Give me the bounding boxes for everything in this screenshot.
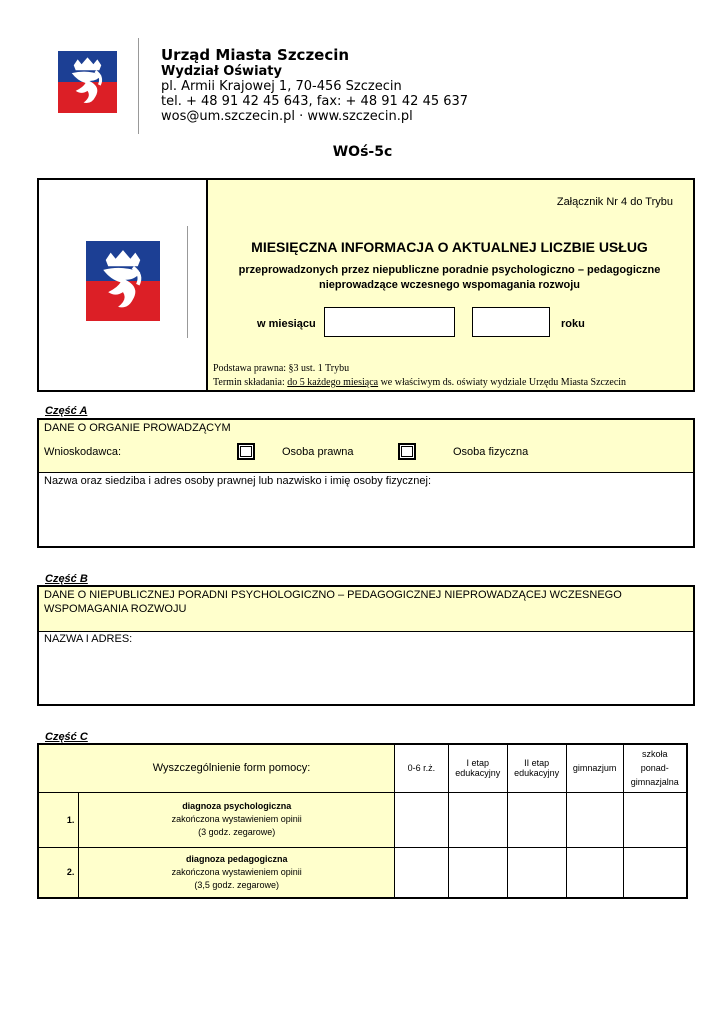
value-cell[interactable] xyxy=(395,847,449,898)
month-label: w miesiącu xyxy=(257,318,316,330)
services-table xyxy=(37,743,688,899)
year-label: roku xyxy=(561,318,585,330)
form-logo xyxy=(86,241,160,321)
deadline-suffix: we właściwym ds. oświaty wydziale Urzędu Miasta Szczecin xyxy=(378,377,627,388)
forms-header xyxy=(38,744,395,792)
value-cell[interactable] xyxy=(566,792,623,847)
organ-name-label: Nazwa oraz siedziba i adres osoby prawnej lub nazwisko i imię osoby fizycznej: xyxy=(44,475,432,487)
deadline-date: do 5 każdego miesiąca xyxy=(287,377,379,388)
legal-person-label: Osoba prawna xyxy=(282,446,354,458)
logo-divider xyxy=(187,226,188,338)
office-address: pl. Armii Krajowej 1, 70-456 Szczecin xyxy=(161,79,402,94)
part-b-heading-2: WSPOMAGANIA ROZWOJU xyxy=(44,603,187,615)
column-header: 0-6 r.ż. xyxy=(395,744,449,792)
table-row xyxy=(38,847,687,898)
part-a-box xyxy=(37,418,695,548)
part-b-box xyxy=(37,585,695,706)
row-description: diagnoza pedagogiczna zakończona wystawieniem opinii (3,5 godz. zegarowe) xyxy=(79,847,395,898)
value-cell[interactable] xyxy=(566,847,623,898)
legal-person-checkbox[interactable] xyxy=(237,443,255,460)
clinic-name-label: NAZWA I ADRES: xyxy=(44,633,133,645)
natural-person-checkbox[interactable] xyxy=(398,443,416,460)
office-contact: wos@um.szczecin.pl · www.szczecin.pl xyxy=(161,109,413,124)
column-header: I etap edukacyjny xyxy=(448,744,507,792)
part-a-label: Część A xyxy=(45,405,88,417)
forms-header-label: Wyszczególnienie form pomocy: xyxy=(152,762,311,775)
part-a-heading: DANE O ORGANIE PROWADZĄCYM xyxy=(44,422,231,434)
department-name: Wydział Oświaty xyxy=(161,64,282,79)
year-input[interactable] xyxy=(472,307,550,337)
deadline xyxy=(213,377,626,388)
form-code: WOś-5c xyxy=(332,144,393,160)
row-description: diagnoza psychologiczna zakończona wystawieniem opinii (3 godz. zegarowe) xyxy=(79,792,395,847)
part-b-heading-1: DANE O NIEPUBLICZNEJ PORADNI PSYCHOLOGICZNO – PEDAGOGICZNEJ NIEPROWADZĄCEJ WCZESNEGO xyxy=(44,589,622,601)
table-row xyxy=(38,792,687,847)
form-subtitle-2: nieprowadzące wczesnego wspomagania rozwoju xyxy=(318,279,580,291)
annex-label: Załącznik Nr 4 do Trybu xyxy=(556,196,673,208)
column-header: II etap edukacyjny xyxy=(507,744,566,792)
header-divider xyxy=(138,38,139,134)
row-number: 1. xyxy=(38,792,79,847)
value-cell[interactable] xyxy=(507,792,566,847)
legal-basis: Podstawa prawna: §3 ust. 1 Trybu xyxy=(213,363,350,374)
value-cell[interactable] xyxy=(507,847,566,898)
part-c-label: Część C xyxy=(45,731,88,743)
form-title: MIESIĘCZNA INFORMACJA O AKTUALNEJ LICZBIE USŁUG xyxy=(251,239,648,255)
office-name: Urząd Miasta Szczecin xyxy=(161,46,350,64)
title-box xyxy=(37,178,695,392)
griffin-crown-icon xyxy=(86,241,160,321)
part-b-label: Część B xyxy=(45,573,88,585)
column-header: szkoła ponad- gimnazjalna xyxy=(623,744,687,792)
value-cell[interactable] xyxy=(395,792,449,847)
value-cell[interactable] xyxy=(448,847,507,898)
value-cell[interactable] xyxy=(623,792,687,847)
city-logo xyxy=(58,51,117,113)
value-cell[interactable] xyxy=(448,792,507,847)
column-header: gimnazjum xyxy=(566,744,623,792)
row-number: 2. xyxy=(38,847,79,898)
month-input[interactable] xyxy=(324,307,455,337)
value-cell[interactable] xyxy=(623,847,687,898)
form-subtitle-1: przeprowadzonych przez niepubliczne poradnie psychologiczno – pedagogiczne xyxy=(238,264,661,276)
deadline-prefix: Termin składania: xyxy=(213,377,288,388)
applicant-label: Wnioskodawca: xyxy=(44,446,122,458)
office-phone: tel. + 48 91 42 45 643, fax: + 48 91 42 45 637 xyxy=(161,94,469,109)
natural-person-label: Osoba fizyczna xyxy=(453,446,529,458)
table-header-row xyxy=(38,744,687,792)
griffin-crown-icon xyxy=(58,51,117,113)
